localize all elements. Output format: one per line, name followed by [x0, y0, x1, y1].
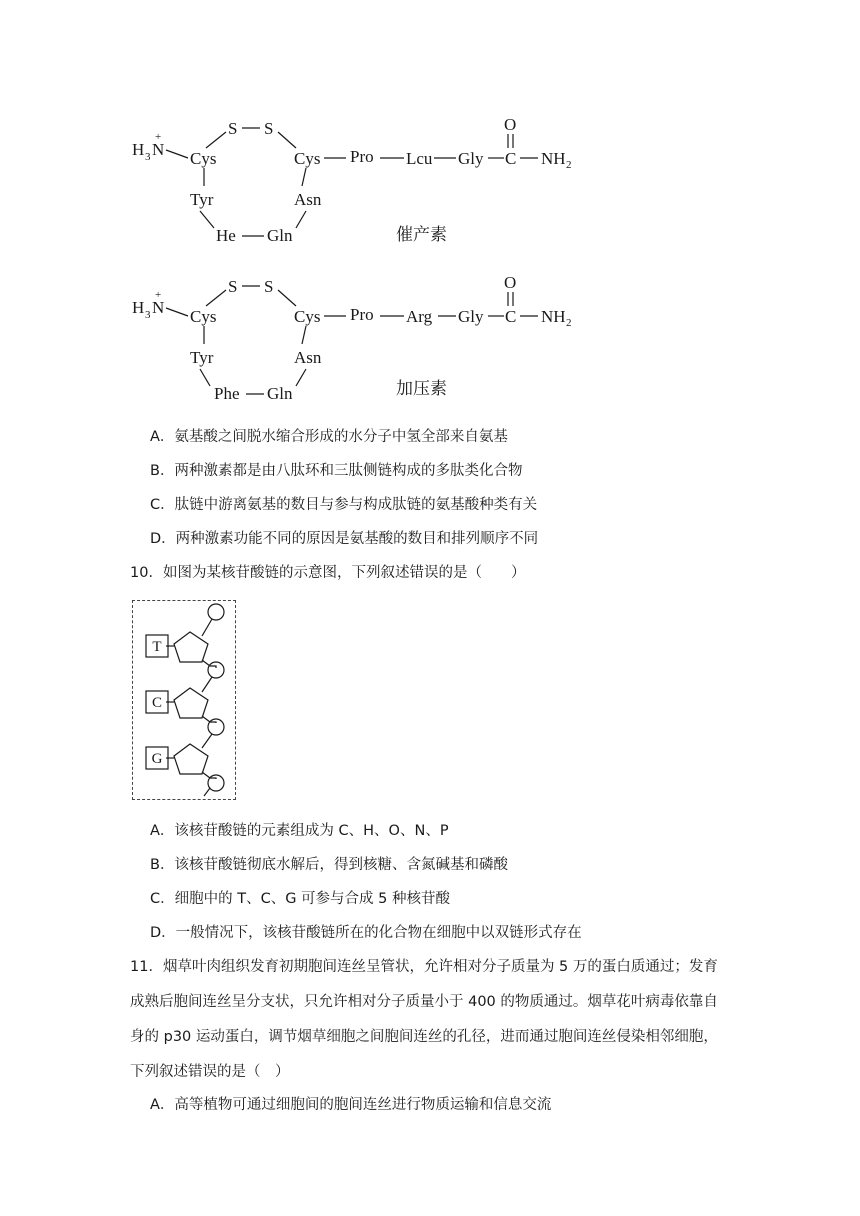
q11-stem: 11．烟草叶肉组织发育初期胞间连丝呈管状，允许相对分子质量为 5 万的蛋白质通过；发育成熟后胞间连丝呈分支状，只允许相对分子质量小于 400 的物质通过。烟草花叶病毒依靠自身的 p30 运动蛋白，调节烟草细胞之间胞间连丝的孔径，进而通过胞间连丝侵染相邻细胞，下列叙述错误的是（ ） [130, 959, 718, 1080]
gly-residue: Gly [458, 149, 484, 168]
middle-residue: Lcu [406, 149, 433, 168]
amino-terminus-n: N [152, 140, 165, 159]
base-label-g: G [151, 751, 163, 767]
gln-residue: Gln [267, 226, 293, 245]
q9-option-a: A．氨基酸之间脱水缩合形成的水分子中氢全部来自氨基 [150, 429, 508, 445]
pentose-pentagon [174, 744, 208, 774]
phosphate-circle [208, 604, 224, 620]
sulfur-left: S [228, 277, 238, 296]
q10-option-d: D．一般情况下，该核苷酸链所在的化合物在细胞中以双链形式存在 [150, 925, 582, 941]
cys-right: Cys [294, 307, 321, 326]
amide-nh: NH [541, 149, 566, 168]
sulfur-right: S [264, 119, 274, 138]
pentose-pentagon [174, 632, 208, 662]
amino-terminus-sub: 3 [145, 309, 151, 321]
gln-residue: Gln [267, 384, 293, 403]
q10-option-a: A．该核苷酸链的元素组成为 C、H、O、N、P [150, 823, 449, 839]
amino-terminus-n: N [152, 298, 165, 317]
hormone-name-vasopressin: 加压素 [396, 379, 447, 399]
carbonyl-carbon: C [505, 149, 517, 168]
tyr-residue: Tyr [190, 190, 214, 209]
phosphate-circle [208, 662, 224, 678]
gly-residue: Gly [458, 307, 484, 326]
sulfur-right: S [264, 277, 274, 296]
cys-left: Cys [190, 149, 217, 168]
carbonyl-oxygen: O [504, 115, 517, 134]
pro-residue: Pro [350, 305, 374, 324]
phe-residue: Phe [214, 384, 240, 403]
tyr-residue: Tyr [190, 348, 214, 367]
amino-terminus-plus: + [155, 131, 162, 143]
amide-nh: NH [541, 307, 566, 326]
hormone-name-oxytocin: 催产素 [396, 225, 447, 245]
amino-terminus-h: H [132, 140, 145, 159]
amide-sub: 2 [566, 317, 572, 329]
amino-terminus-h: H [132, 298, 145, 317]
cys-left: Cys [190, 307, 217, 326]
carbonyl-oxygen: O [504, 273, 517, 292]
pro-residue: Pro [350, 147, 374, 166]
oxytocin-structure-figure [128, 110, 588, 250]
base-label-t: T [152, 639, 162, 655]
amino-terminus-sub: 3 [145, 151, 151, 163]
q10-option-c: C．细胞中的 T、C、G 可参与合成 5 种核苷酸 [150, 891, 451, 907]
pentose-pentagon [174, 688, 208, 718]
asn-residue: Asn [294, 190, 322, 209]
amide-sub: 2 [566, 159, 572, 171]
amino-terminus-plus: + [155, 289, 162, 301]
sulfur-left: S [228, 119, 238, 138]
cys-right: Cys [294, 149, 321, 168]
q10-stem: 10．如图为某核苷酸链的示意图，下列叙述错误的是（ ） [130, 565, 526, 581]
ile-residue: He [216, 226, 236, 245]
carbonyl-carbon: C [505, 307, 517, 326]
q10-option-b: B．该核苷酸链彻底水解后，得到核糖、含氮碱基和磷酸 [150, 857, 508, 873]
nucleotide-chain-figure [132, 600, 236, 800]
vasopressin-structure-figure [128, 268, 588, 408]
base-label-c: C [151, 695, 163, 711]
q9-option-b: B．两种激素都是由八肽环和三肽侧链构成的多肽类化合物 [150, 463, 523, 479]
q9-option-d: D．两种激素功能不同的原因是氨基酸的数目和排列顺序不同 [150, 531, 539, 547]
middle-residue: Arg [406, 307, 433, 326]
asn-residue: Asn [294, 348, 322, 367]
q11-option-a: A．高等植物可通过细胞间的胞间连丝进行物质运输和信息交流 [150, 1097, 552, 1113]
q9-option-c: C．肽链中游离氨基的数目与参与构成肽链的氨基酸种类有关 [150, 497, 538, 513]
